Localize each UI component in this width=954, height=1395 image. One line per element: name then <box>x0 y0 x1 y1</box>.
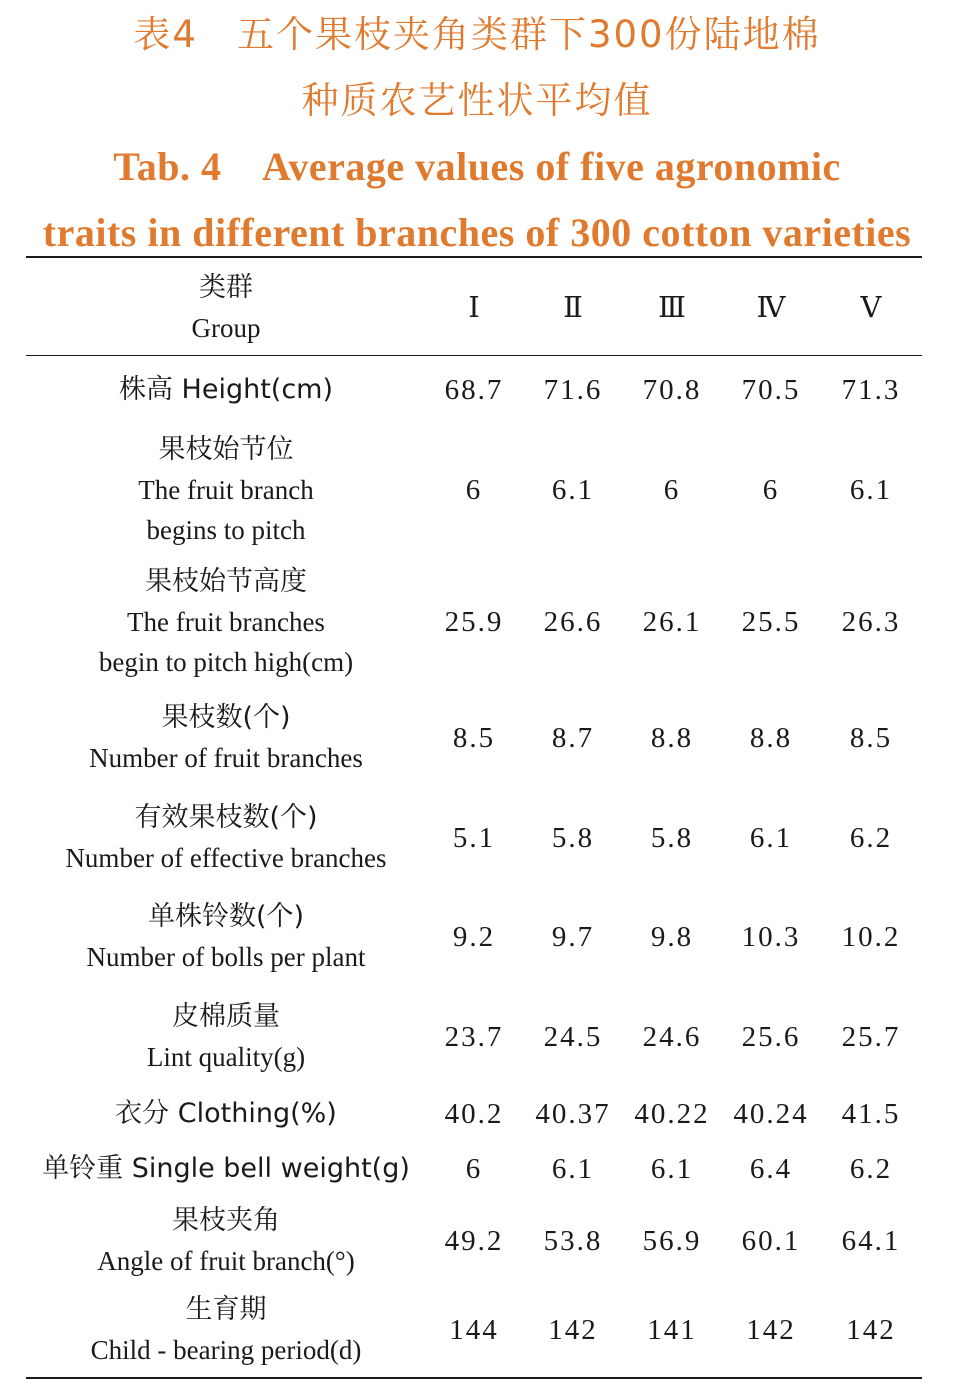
row-8-value-col-4: 40.24 <box>733 1098 809 1130</box>
row-2-value-col-5: 6.1 <box>849 474 893 506</box>
row-8-value-col-1: 40.2 <box>444 1098 504 1130</box>
row-8-value-col-2: 40.37 <box>535 1098 611 1130</box>
row-10-value-col-2: 53.8 <box>543 1225 603 1257</box>
row-5-label <box>26 798 426 878</box>
header-col-1: Ⅰ <box>468 292 480 324</box>
row-3-value-col-1: 25.9 <box>444 606 504 638</box>
row-3-value-col-2: 26.6 <box>543 606 603 638</box>
row-7-value-col-1: 23.7 <box>444 1021 504 1053</box>
title-en-line1: Tab. 4 Average values of five agronomic <box>113 144 841 189</box>
row-4-label-line-2: Number of fruit branches <box>89 743 363 773</box>
row-2-label <box>26 430 426 550</box>
row-9-label <box>26 1149 426 1189</box>
row-4-label <box>26 698 426 778</box>
row-4-label-line-1: 果枝数(个) <box>161 702 291 733</box>
row-3-value-col-4: 25.5 <box>741 606 801 638</box>
row-5-value-col-3: 5.8 <box>650 822 694 854</box>
row-1-value-col-4: 70.5 <box>741 374 801 406</box>
row-10-value-col-5: 64.1 <box>841 1225 901 1257</box>
row-6-label-line-2: Number of bolls per plant <box>86 942 366 972</box>
row-5-value-col-5: 6.2 <box>849 822 893 854</box>
header-group-cell <box>26 268 426 348</box>
row-5-value-col-1: 5.1 <box>452 822 496 854</box>
row-7-value-col-2: 24.5 <box>543 1021 603 1053</box>
row-9-value-col-4: 6.4 <box>749 1153 793 1185</box>
row-2-label-line-3: begins to pitch <box>146 515 306 545</box>
row-9-label-line-1: 单铃重 Single bell weight(g) <box>42 1153 410 1184</box>
row-11-label <box>26 1290 426 1370</box>
row-6-label-line-1: 单株铃数(个) <box>147 901 305 932</box>
row-7-label-line-2: Lint quality(g) <box>146 1042 306 1072</box>
table-top-rule <box>26 256 922 258</box>
row-3-label-line-1: 果枝始节高度 <box>145 566 307 597</box>
row-3-value-col-3: 26.1 <box>642 606 702 638</box>
row-6-value-col-4: 10.3 <box>741 921 801 953</box>
row-8-value-col-3: 40.22 <box>634 1098 710 1130</box>
row-4-value-col-3: 8.8 <box>650 722 694 754</box>
row-2-value-col-2: 6.1 <box>551 474 595 506</box>
row-1-value-col-5: 71.3 <box>841 374 901 406</box>
row-9-value-col-1: 6 <box>465 1153 483 1185</box>
row-1-label-line-1: 株高 Height(cm) <box>118 374 334 405</box>
row-4-value-col-1: 8.5 <box>452 722 496 754</box>
row-10-value-col-3: 56.9 <box>642 1225 702 1257</box>
row-6-value-col-5: 10.2 <box>841 921 901 953</box>
row-10-value-col-4: 60.1 <box>741 1225 801 1257</box>
row-7-label-line-1: 皮棉质量 <box>172 1001 280 1032</box>
row-3-label-line-3: begin to pitch high(cm) <box>98 647 354 677</box>
header-col-5: Ⅴ <box>860 292 882 324</box>
row-5-label-line-2: Number of effective branches <box>65 843 387 873</box>
row-11-value-col-2: 142 <box>548 1314 598 1346</box>
row-2-value-col-4: 6 <box>762 474 780 506</box>
row-2-value-col-1: 6 <box>465 474 483 506</box>
table-header-rule <box>26 355 922 356</box>
table-title <box>0 0 954 266</box>
row-7-value-col-4: 25.6 <box>741 1021 801 1053</box>
row-7-value-col-3: 24.6 <box>642 1021 702 1053</box>
header-group-en: Group <box>191 313 261 343</box>
row-11-label-line-1: 生育期 <box>185 1294 267 1325</box>
row-7-label <box>26 997 426 1077</box>
row-11-label-line-2: Child - bearing period(d) <box>90 1335 362 1365</box>
row-9-value-col-3: 6.1 <box>650 1153 694 1185</box>
row-11-value-col-1: 144 <box>449 1314 499 1346</box>
row-5-value-col-2: 5.8 <box>551 822 595 854</box>
row-1-value-col-3: 70.8 <box>642 374 702 406</box>
row-4-value-col-5: 8.5 <box>849 722 893 754</box>
row-2-value-col-3: 6 <box>663 474 681 506</box>
row-11-value-col-4: 142 <box>746 1314 796 1346</box>
row-2-label-line-2: The fruit branch <box>138 475 314 505</box>
row-10-label-line-1: 果枝夹角 <box>172 1205 280 1236</box>
row-10-value-col-1: 49.2 <box>444 1225 504 1257</box>
row-1-label <box>26 370 426 410</box>
row-2-label-line-1: 果枝始节位 <box>158 434 294 465</box>
row-8-label-line-1: 衣分 Clothing(%) <box>115 1098 337 1129</box>
row-6-value-col-3: 9.8 <box>650 921 694 953</box>
row-4-value-col-4: 8.8 <box>749 722 793 754</box>
row-8-value-col-5: 41.5 <box>841 1098 901 1130</box>
header-col-4: Ⅳ <box>756 292 786 324</box>
row-6-label <box>26 897 426 977</box>
title-cn-line2: 种质农艺性状平均值 <box>301 79 653 122</box>
row-6-value-col-1: 9.2 <box>452 921 496 953</box>
row-9-value-col-5: 6.2 <box>849 1153 893 1185</box>
row-3-label <box>26 562 426 682</box>
row-1-value-col-1: 68.7 <box>444 374 504 406</box>
row-5-value-col-4: 6.1 <box>749 822 793 854</box>
row-11-value-col-5: 142 <box>846 1314 896 1346</box>
row-5-label-line-1: 有效果枝数(个) <box>134 802 318 833</box>
row-3-label-line-2: The fruit branches <box>127 607 325 637</box>
row-3-value-col-5: 26.3 <box>841 606 901 638</box>
title-cn-line1: 表4 五个果枝夹角类群下300份陆地棉 <box>133 13 821 56</box>
row-9-value-col-2: 6.1 <box>551 1153 595 1185</box>
header-col-2: Ⅱ <box>563 292 583 324</box>
row-10-label <box>26 1201 426 1281</box>
row-6-value-col-2: 9.7 <box>551 921 595 953</box>
header-group-cn: 类群 <box>199 272 253 303</box>
table-bottom-rule <box>26 1377 922 1379</box>
row-1-value-col-2: 71.6 <box>543 374 603 406</box>
row-11-value-col-3: 141 <box>647 1314 697 1346</box>
row-8-label <box>26 1094 426 1134</box>
title-en-line2: traits in different branches of 300 cotton varieties <box>42 210 912 255</box>
row-10-label-line-2: Angle of fruit branch(°) <box>97 1246 355 1276</box>
header-col-3: Ⅲ <box>658 292 686 324</box>
row-7-value-col-5: 25.7 <box>841 1021 901 1053</box>
row-4-value-col-2: 8.7 <box>551 722 595 754</box>
